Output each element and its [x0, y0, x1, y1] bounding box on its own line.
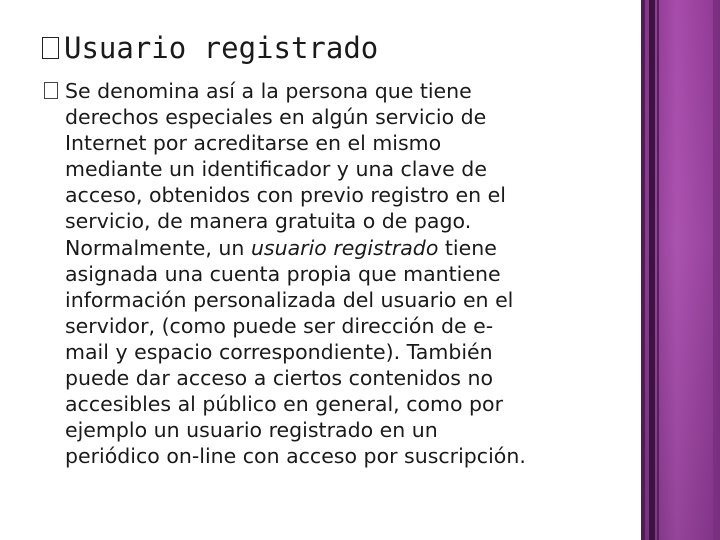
bullet-text-emphasis: usuario registrado [250, 235, 439, 260]
decorative-side-band [641, 0, 720, 540]
bullet-text-part-1: Se denomina así a la persona que tiene derechos especiales en algún servicio de Internet por acreditarse en el mismo mediante un identificador y una clave de acceso, obtenidos con previo registro en el servicio, de manera gratuita o de pago. Normalmente, un [65, 79, 506, 260]
box-bullet-icon [42, 37, 59, 59]
box-bullet-icon [44, 82, 58, 99]
side-band-shade [641, 0, 720, 540]
slide-title-text: Usuario registrado [64, 31, 379, 65]
bullet-text-part-2: tiene asignada una cuenta propia que mantiene información personalizada del usuario en el servidor, (como puede ser dirección de e- mail y espacio correspondiente). También puede dar acceso a ciertos contenidos no accesibles al público en general, como por ejemplo un usuario registrado en un periódico on-line con acceso por suscripción. [65, 235, 526, 469]
slide-title [42, 32, 378, 64]
bullet-text [65, 78, 605, 469]
